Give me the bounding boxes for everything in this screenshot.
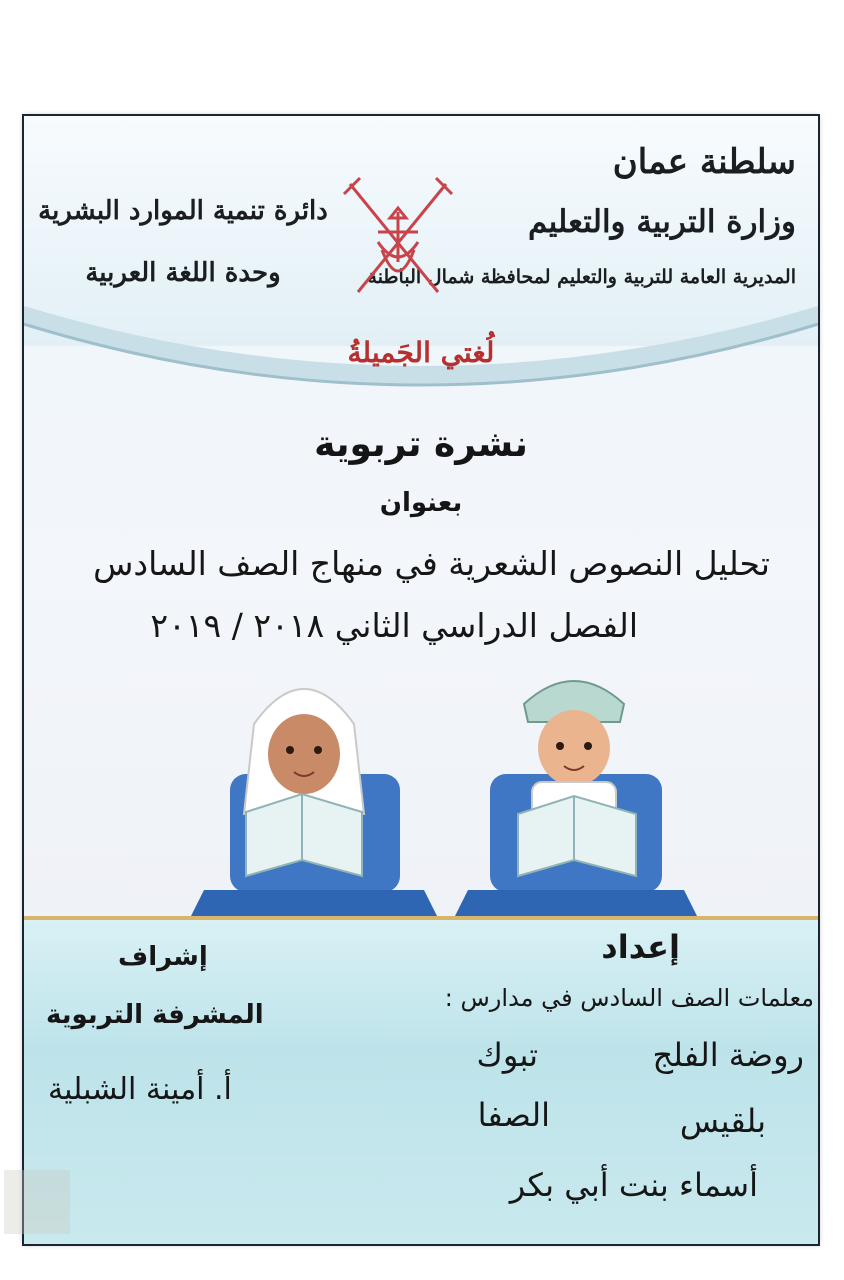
children-reading-illustration	[184, 664, 704, 922]
directorate-name: المديرية العامة للتربية والتعليم لمحافظة شمال الباطنة	[367, 266, 796, 288]
school-asma-bint-abi-bakr: أسماء بنت أبي بكر	[509, 1166, 758, 1204]
supervision-heading: إشراف	[118, 942, 208, 972]
school-rawdat-alfalaj: روضة الفلج	[652, 1036, 804, 1074]
girl-face	[268, 714, 340, 794]
department-name: دائرة تنمية الموارد البشرية	[38, 196, 328, 226]
document-titled: بعنوان	[379, 488, 463, 518]
preparation-heading: إعداد	[601, 928, 680, 966]
school-alsafa: الصفا	[477, 1096, 550, 1134]
ministry-name: وزارة التربية والتعليم	[527, 204, 796, 240]
document-type: نشرة تربوية	[314, 424, 528, 465]
school-balqees: بلقيس	[679, 1102, 766, 1140]
oman-emblem-icon	[338, 172, 458, 302]
supervisor-role: المشرفة التربوية	[46, 1000, 264, 1030]
supervisor-name: أ. أمينة الشبلية	[48, 1072, 232, 1107]
document-subject: تحليل النصوص الشعرية في منهاج الصف السادس	[93, 544, 770, 583]
brochure-cover	[24, 116, 818, 1244]
country-name: سلطنة عمان	[612, 142, 796, 182]
preparation-subheading: معلمات الصف السادس في مدارس :	[444, 984, 814, 1012]
document-term: الفصل الدراسي الثاني ٢٠١٨ / ٢٠١٩	[150, 606, 638, 645]
watermark-logo	[4, 1170, 70, 1234]
unit-name: وحدة اللغة العربية	[85, 258, 281, 288]
school-tabuk: تبوك	[476, 1036, 538, 1074]
banner-title: لُغتي الجَميلةُ	[347, 336, 495, 369]
boy-face	[538, 710, 610, 786]
